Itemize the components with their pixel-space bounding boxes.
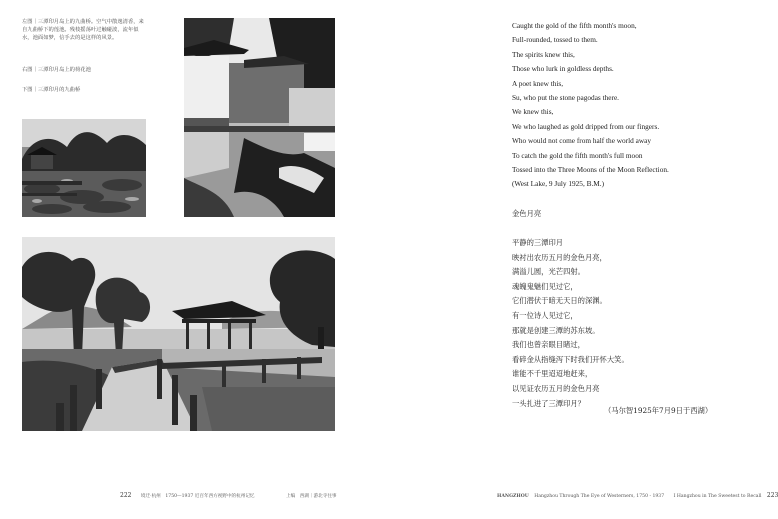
right-page-number: 223 — [766, 492, 778, 499]
left-footer-section: 上编 西湖｜游北寺往事 — [285, 494, 337, 499]
poem-zh-line: 魂魄鬼魅们见过它， — [512, 281, 578, 291]
poem-zh-line: 我们也曾亲眼目睹过， — [512, 340, 585, 350]
poem-en-line: Tossed into the Three Moons of the Moon Reflection. — [512, 164, 669, 174]
caption-photo-below: 下图｜三潭印月的九曲桥 — [22, 87, 81, 93]
poem-en-line: Su, who put the stone pagodas there. — [512, 92, 620, 102]
photo-lotus-pond-pavilion — [22, 119, 146, 217]
poem-zh-line: 平静的三潭印月 — [512, 238, 564, 247]
right-footer-book-title: Hangzhou Through The Eye of Westerners, 1750 - 1937 — [534, 494, 665, 499]
poem-en-line: The spirits knew this, — [512, 49, 575, 59]
poem-zh-line: 映衬出农历五月的金色月亮， — [512, 252, 607, 262]
photo-courtyard-reflection — [184, 18, 335, 217]
poem-chinese — [512, 236, 712, 411]
right-footer-label: HANGZHOU — [497, 494, 529, 499]
poem-en-line: A poet knew this, — [512, 78, 564, 88]
poem-zh-line: 满溢儿圆，光芒四射。 — [512, 267, 585, 277]
poem-zh-line: 那就是创建三潭的苏东坡。 — [512, 325, 600, 335]
poem-zh-line: 以见证农历五月的金色月亮 — [512, 383, 600, 393]
poem-english — [512, 19, 712, 192]
poem-en-line: We knew this, — [512, 107, 554, 117]
poem-zh-line: 有一位诗人见过它， — [512, 310, 578, 320]
poem-chinese-title: 金色月亮 — [512, 209, 542, 218]
right-footer — [497, 492, 778, 499]
poem-en-line: (West Lake, 9 July 1925, B.M.) — [512, 179, 605, 189]
poem-en-line: To catch the gold the fifth month's full moon — [512, 150, 643, 160]
poem-en-line: We who laughed as gold dripped from our fingers. — [512, 121, 660, 131]
right-footer-section: I Hangzhou in The Sweetest to Recall — [673, 494, 762, 499]
poem-chinese-attribution: （马尔智1925年7月9日于西湖） — [604, 406, 713, 415]
poem-zh-line: 它们潜伏于暗无天日的深渊。 — [512, 296, 607, 306]
poem-en-line: Caught the gold of the fifth month's moon, — [512, 21, 637, 30]
poem-en-line: Who would not come from half the world away — [512, 136, 652, 146]
poem-zh-line: 看碎金从指缝泻下时我们开怀大笑。 — [512, 354, 629, 364]
poem-zh-line: 谁能不千里迢迢地赶来， — [512, 369, 593, 379]
poem-en-line: Those who lurk in goldless depths. — [512, 64, 614, 74]
left-page-number: 222 — [120, 492, 132, 499]
poem-zh-line: 一头扎进了三潭印月？ — [512, 398, 585, 408]
caption-photo-right: 右图｜三潭印月岛上的荷花池 — [22, 67, 91, 73]
caption-top: 左图｜三潭印月岛上的九曲桥。空气中散逸清香，来自九曲桥下的莲池。残枝摇荡叶过触碰波，流年似水，池面如梦，信手去的是这样的风景。 — [22, 19, 144, 42]
left-footer-book-title: 境迁·杭州 1750—1937 近百年西方视野中的杭州记忆 — [140, 494, 255, 499]
poem-en-line: Full-rounded, tossed to them. — [512, 35, 598, 45]
left-footer — [120, 492, 337, 499]
photo-zigzag-bridge-pavilion — [22, 237, 335, 431]
